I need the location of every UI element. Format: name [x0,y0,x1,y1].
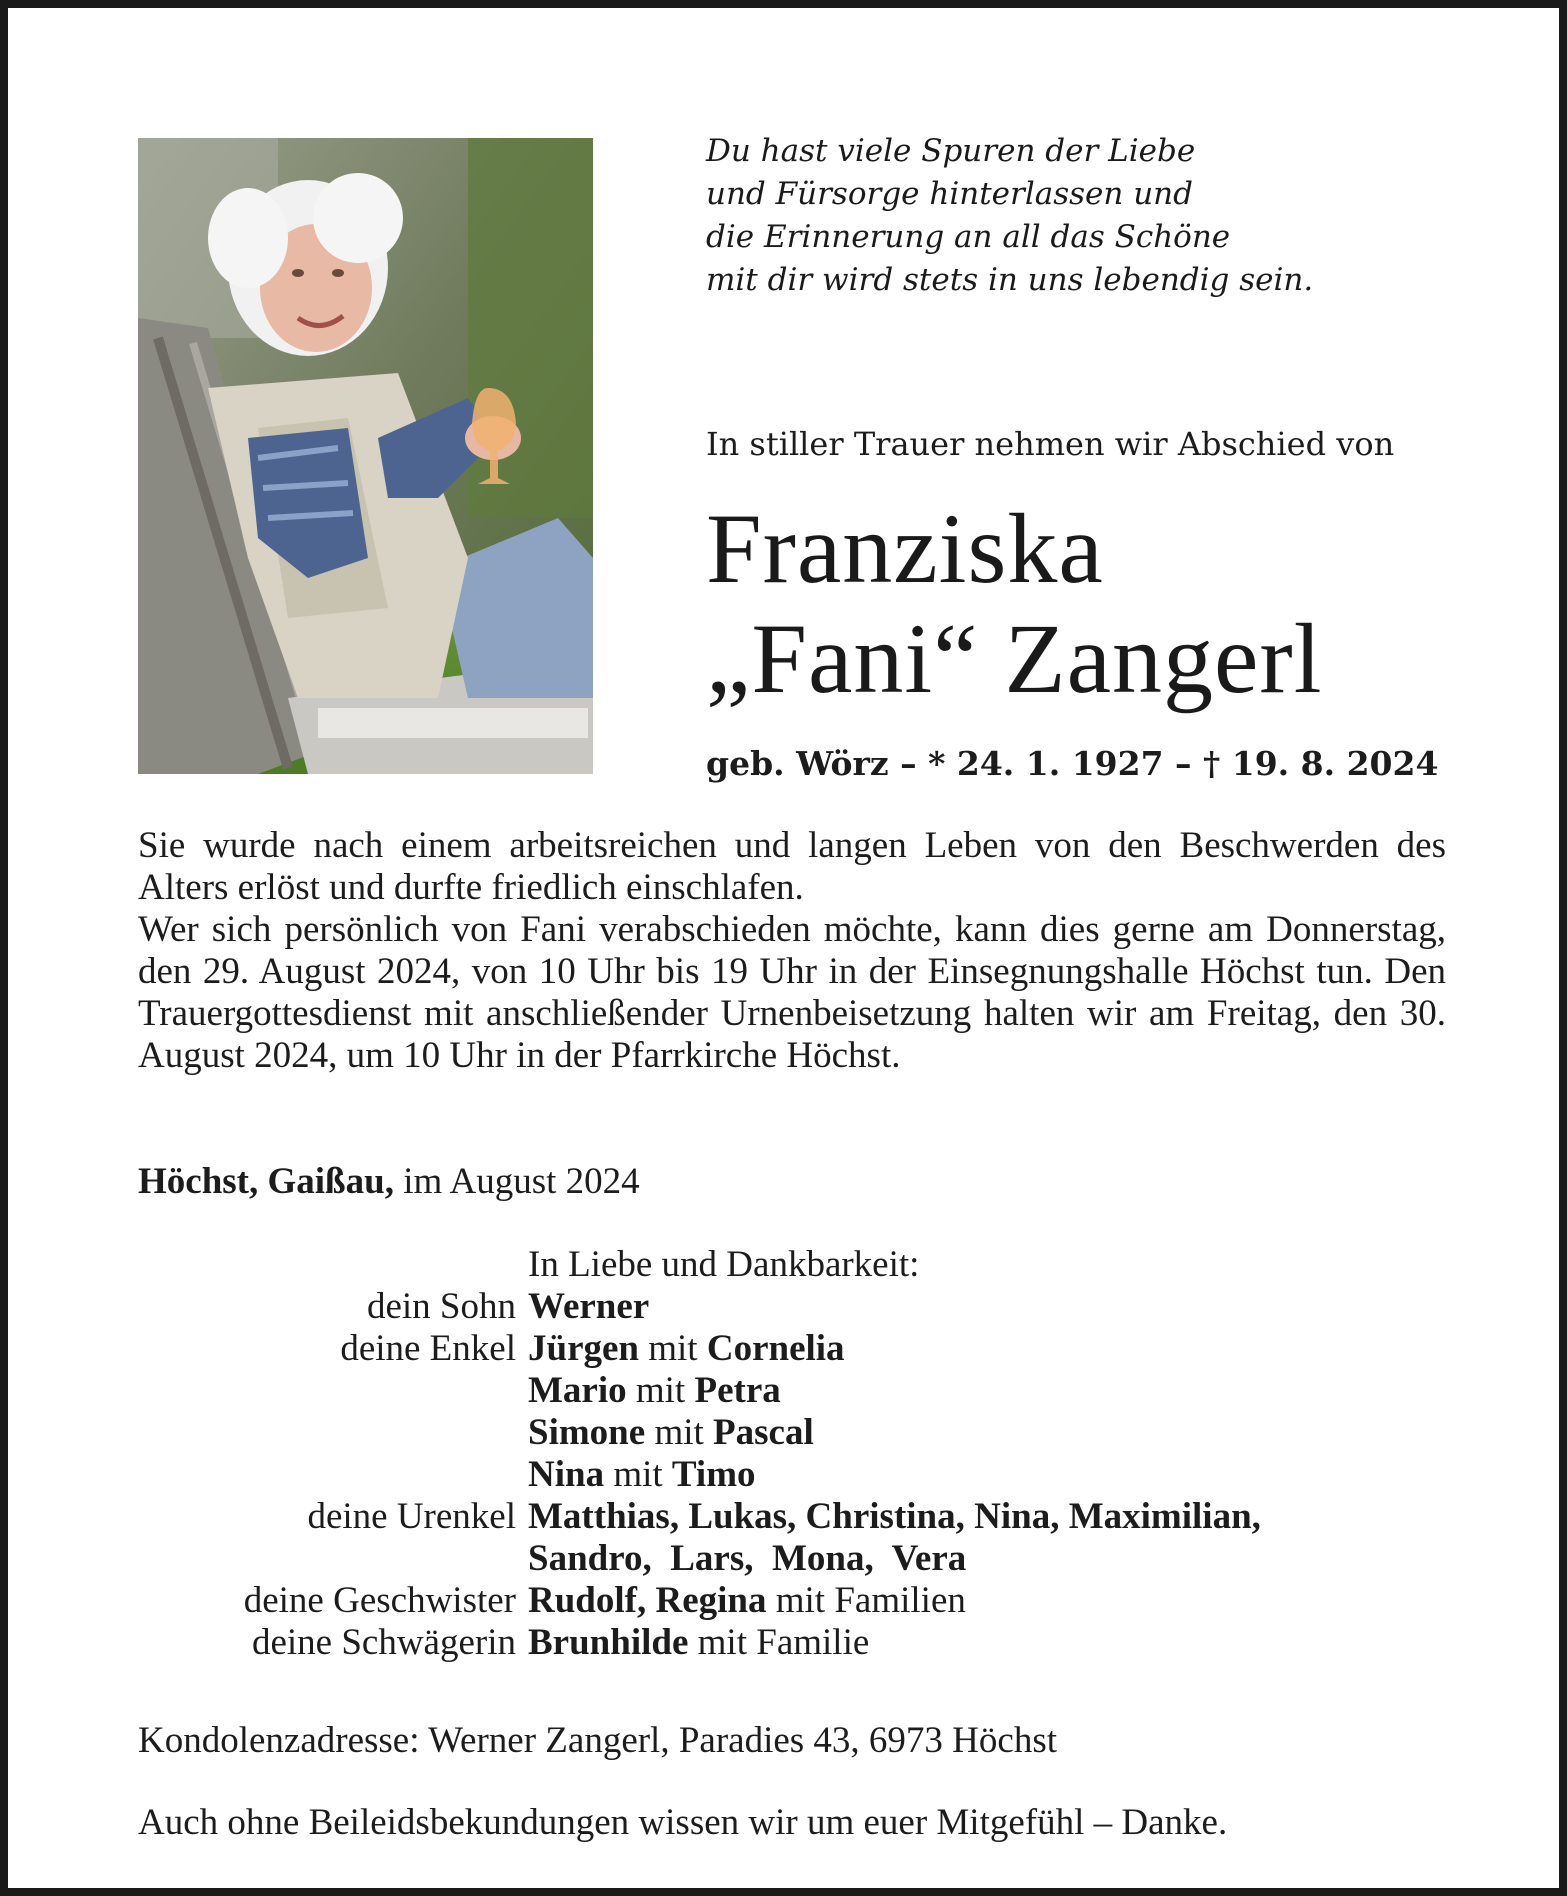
relation-label: deine Urenkel [307,1496,516,1537]
place-and-date [138,1160,1038,1204]
relative-names [528,1496,1261,1538]
relative-names [528,1286,649,1328]
life-dates: geb. Wörz – * 24. 1. 1927 – † 19. 8. 2024 [706,744,1439,783]
family-row [138,1454,1488,1496]
relative-names [528,1622,869,1664]
quote-line: Du hast viele Spuren der Liebe [706,133,1196,169]
relative-names [528,1328,845,1370]
family-list [138,1244,1488,1664]
portrait-illustration [138,138,593,774]
connector-text: mit [626,1370,695,1411]
connector-text: mit [604,1454,672,1495]
family-row [138,1370,1488,1412]
family-row [138,1622,1488,1664]
connector-text: mit [639,1328,707,1369]
closing-thanks: Auch ohne Beileidsbekundungen wissen wir um euer Mitgefühl – Danke. [138,1802,1228,1843]
body-paragraph: Wer sich persönlich von Fani verabschieden möchte, kann dies gerne am Donnerstag, den 29. August 2024, von 10 Uhr bis 19 Uhr in der Einsegnungshalle Höchst tun. Den Trauergottesdienst mit anschließender Urnenbeisetzung halten wir am Freitag, den 30. August 2024, um 10 Uhr in der Pfarrkirche Höchst. [138,909,1446,1076]
relation-label [138,1370,528,1412]
relation-label: deine Schwägerin [251,1622,516,1663]
relative-name: Jürgen [528,1328,639,1369]
connector-text: mit [645,1412,714,1453]
quote-line: mit dir wird stets in uns lebendig sein. [706,262,1314,298]
place-names: Höchst, Gaißau, [138,1161,394,1202]
name-second-line: „Fani“ Zangerl [706,603,1323,714]
condolence-address: Kondolenzadresse: Werner Zangerl, Paradies 43, 6973 Höchst [138,1720,1058,1761]
relative-name: Werner [528,1286,650,1327]
relative-name: Simone [528,1412,646,1453]
family-row [138,1412,1488,1454]
name-first-line: Franziska [706,493,1104,604]
obituary-body [138,825,1446,1077]
relation-label: deine Enkel [340,1328,516,1369]
relative-names [528,1538,966,1580]
relative-names [528,1370,781,1412]
relation-label: deine Geschwister [243,1580,516,1621]
relative-name: Pascal [713,1412,814,1453]
relative-name: Petra [694,1370,781,1411]
relative-names [528,1412,814,1454]
relation-label: dein Sohn [366,1286,516,1327]
relation-label [138,1454,528,1496]
family-row [138,1580,1488,1622]
relation-label [138,1538,528,1580]
relative-name: Brunhilde [528,1622,689,1663]
family-row [138,1328,1488,1370]
quote-line: und Fürsorge hinterlassen und [706,176,1193,212]
quote-line: die Erinnerung an all das Schöne [706,219,1231,255]
relative-name: Cornelia [706,1328,845,1369]
family-row [138,1496,1488,1538]
relative-names [528,1580,966,1622]
connector-text: mit Familien [766,1580,966,1621]
deceased-name [706,494,1536,714]
relative-name: Nina [528,1454,605,1495]
family-row [138,1286,1488,1328]
portrait-photo [138,138,593,774]
place-date: im August 2024 [393,1161,640,1202]
memorial-quote [706,130,1486,302]
connector-text: mit Familie [688,1622,870,1663]
relative-names [528,1454,756,1496]
family-header-row [138,1244,1488,1286]
relation-label [138,1412,528,1454]
intro-text: In stiller Trauer nehmen wir Abschied von [706,425,1395,463]
relative-name: Mario [528,1370,627,1411]
relative-name: Matthias, Lukas, Christina, Nina, Maximilian, [528,1496,1261,1537]
relative-name: Timo [671,1454,756,1495]
body-paragraph: Sie wurde nach einem arbeitsreichen und langen Leben von den Beschwerden des Alters erlöst und durfte friedlich einschlafen. [138,825,1446,908]
relative-name: Sandro, Lars, Mona, Vera [528,1538,967,1579]
family-header: In Liebe und Dankbarkeit: [528,1244,920,1285]
family-row [138,1538,1488,1580]
relative-name: Rudolf, Regina [528,1580,767,1621]
